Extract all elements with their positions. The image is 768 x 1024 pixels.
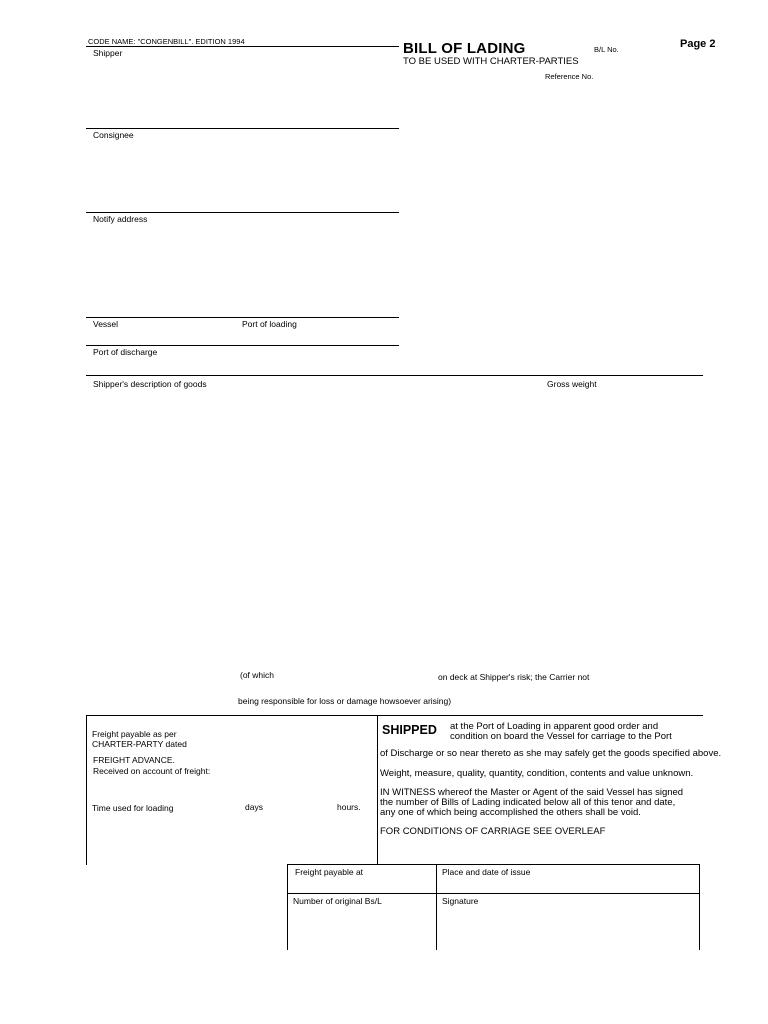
freight-advance-line1: FREIGHT ADVANCE. [93, 755, 175, 765]
shipped-line4: Weight, measure, quality, quantity, condition, contents and value unknown. [380, 768, 694, 779]
responsibility-text: being responsible for loss or damage howsoever arising) [238, 696, 452, 706]
footer-table-right [699, 864, 700, 950]
document-title: BILL OF LADING [403, 40, 526, 57]
shipper-divider [86, 128, 399, 129]
page-label: Page 2 [680, 38, 716, 50]
time-used-loading-label: Time used for loading [92, 803, 174, 813]
witness-line1: IN WITNESS whereof the Master or Agent of the said Vessel has signed [380, 787, 684, 798]
freight-payable-line1: Freight payable as per [92, 729, 177, 739]
on-deck-text: on deck at Shipper's risk; the Carrier not [438, 672, 590, 682]
witness-line3: any one of which being accomplished the others shall be void. [380, 807, 641, 818]
footer-table-center [436, 864, 437, 950]
hours-label: hours. [337, 802, 361, 812]
freight-payable-line2: CHARTER-PARTY dated [92, 739, 187, 749]
reference-no-label: Reference No. [545, 72, 594, 81]
footer-table-top [287, 864, 700, 865]
goods-divider [86, 715, 703, 716]
code-name: CODE NAME: "CONGENBILL". EDITION 1994 [88, 37, 245, 46]
gross-weight-label: Gross weight [547, 379, 597, 389]
freight-right-border [377, 715, 378, 865]
consignee-divider [86, 212, 399, 213]
shipped-line2: condition on board the Vessel for carriage to the Port [450, 731, 672, 742]
footer-table-left [287, 864, 288, 950]
vessel-divider [86, 345, 399, 346]
shipped-line1: at the Port of Loading in apparent good order and [450, 721, 659, 732]
port-of-discharge-label: Port of discharge [93, 347, 158, 357]
signature-label: Signature [442, 896, 479, 906]
consignee-label: Consignee [93, 130, 134, 140]
vessel-label: Vessel [93, 319, 119, 329]
of-which-text: (of which [240, 670, 275, 680]
footer-table-middle [287, 893, 700, 894]
freight-left-border [86, 715, 87, 865]
witness-line2: the number of Bills of Lading indicated below all of this tenor and date, [380, 797, 676, 808]
place-date-issue-label: Place and date of issue [442, 867, 531, 877]
shipped-heading: SHIPPED [382, 723, 437, 737]
shipper-label: Shipper [93, 48, 123, 58]
freight-advance-line2: Received on account of freight: [93, 766, 211, 776]
days-label: days [245, 802, 263, 812]
notify-divider [86, 317, 399, 318]
conditions-of-carriage: FOR CONDITIONS OF CARRIAGE SEE OVERLEAF [380, 826, 606, 837]
freight-payable-at-label: Freight payable at [295, 867, 364, 877]
goods-description-label: Shipper's description of goods [93, 379, 207, 389]
document-subtitle: TO BE USED WITH CHARTER-PARTIES [403, 56, 579, 67]
discharge-divider [86, 375, 703, 376]
notify-address-label: Notify address [93, 214, 148, 224]
header-rule [86, 46, 399, 47]
shipped-line3: of Discharge or so near thereto as she may safely get the goods specified above. [380, 748, 722, 759]
bl-no-label: B/L No. [594, 45, 619, 54]
number-of-originals-label: Number of original Bs/L [293, 896, 382, 906]
port-of-loading-label: Port of loading [242, 319, 297, 329]
